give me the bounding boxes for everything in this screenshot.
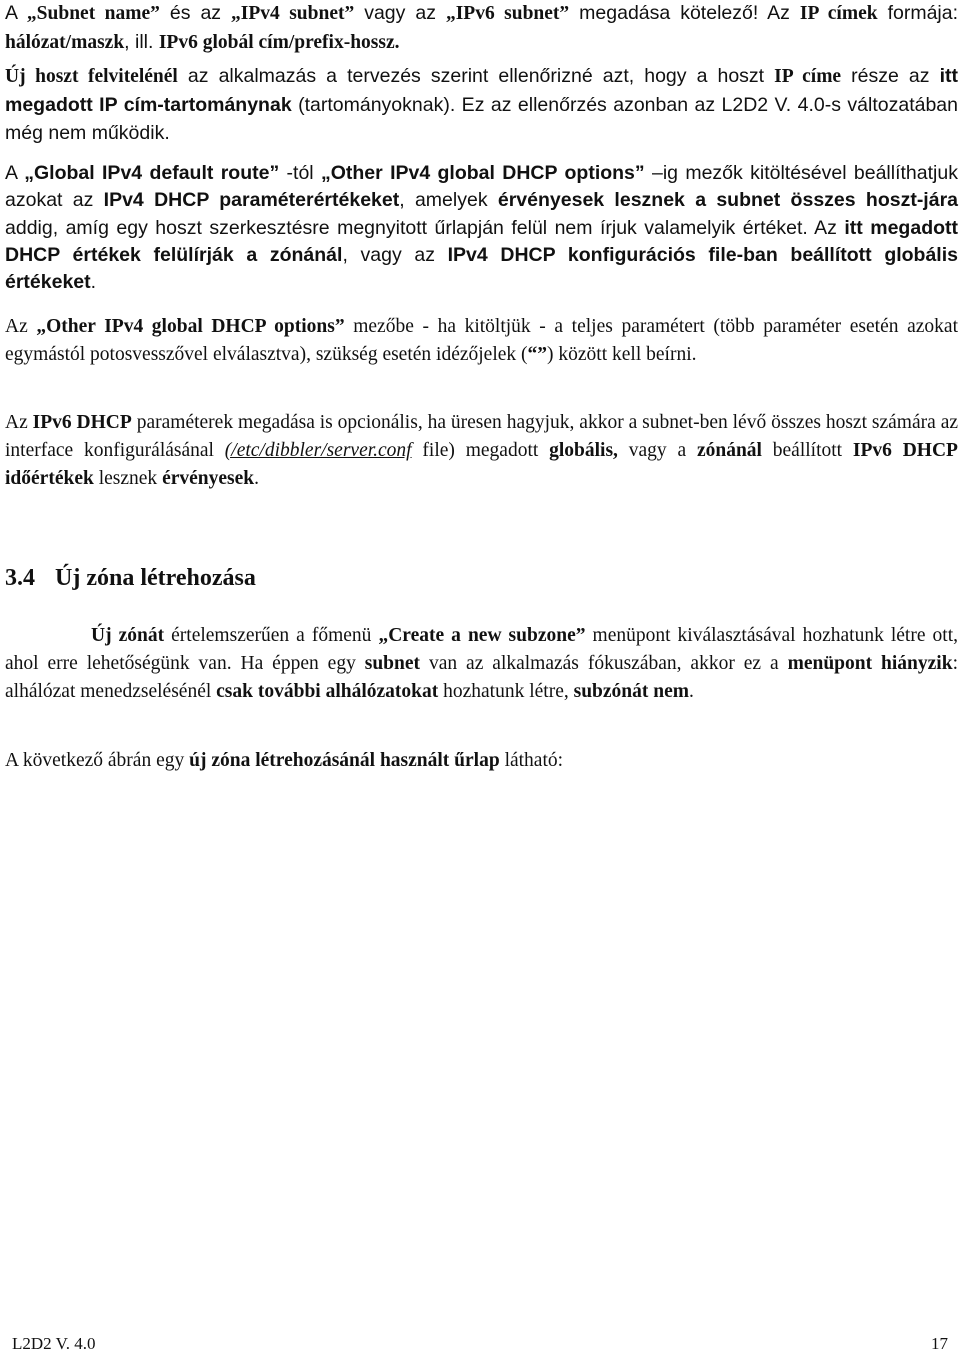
text-run: : alhálózat menedzselésénél (5, 653, 958, 702)
text-run: addig, amíg egy hoszt szerkesztésre megnyitott űrlapján felül nem írjuk valamelyik értéket. Az (5, 216, 845, 239)
bold-ip-cime: IP címe (774, 66, 842, 87)
text-run: . (90, 271, 97, 294)
paragraph-required-fields (5, 0, 958, 57)
bold-subzonat-nem: subzónát nem (573, 681, 690, 702)
text-run: (tartományoknak). Ez az ellenőrzés azonban az L2D2 V. 4.0-s változatában még nem működik. (5, 94, 958, 144)
text-run: , amelyek (399, 189, 498, 212)
section-title: Új zóna létrehozása (55, 565, 256, 591)
bold-ipv6-timers: IPv6 DHCP időértékek (5, 440, 958, 489)
bold-ipv4-subnet: „IPv4 subnet” (231, 3, 355, 24)
bold-zonanal: zónánál (696, 440, 762, 461)
text-run: formája: (877, 2, 959, 24)
paragraph-new-host (5, 62, 958, 147)
bold-ipv6-dhcp: IPv6 DHCP (32, 412, 132, 433)
bold-uj-zonat: Új zónát (91, 625, 165, 646)
bold-menupont-hianyzik: menüpont hiányzik (787, 653, 953, 674)
text-run: vagy az (354, 2, 446, 24)
text-run: file) megadott (411, 440, 550, 461)
bold-ip-cimek: IP címek (799, 3, 878, 24)
text-run: hozhatunk létre, (438, 681, 574, 702)
bold-override-zone: itt megadott DHCP értékek felülírják a zónánál (5, 216, 959, 266)
text-run: -tól (279, 162, 321, 184)
bold-global-config: IPv4 DHCP konfigurációs file-ban beállított globális értékeket (5, 243, 958, 294)
footer-page-number: 17 (931, 1334, 948, 1353)
bold-valid-for-hosts: érvényesek lesznek a subnet összes hoszt-jára (497, 189, 959, 212)
section-number: 3.4 (5, 565, 35, 591)
footer-doc-version: L2D2 V. 4.0 (12, 1334, 96, 1353)
text-run: értelemszerűen a főmenü (164, 625, 379, 646)
bold-uj-hoszt: Új hoszt felvitelénél (5, 66, 178, 87)
text-run: van az alkalmazás fókuszában, akkor ez a (420, 653, 788, 674)
text-run: paraméterek megadása is opcionális, ha üresen hagyjuk, akkor a subnet-ben lévő összes hoszt számára az interface konfigurálásánal (5, 412, 958, 461)
paragraph-ipv4-dhcp (5, 160, 958, 296)
text-run: és az (159, 2, 232, 24)
bold-dhcp-params: IPv4 DHCP paraméterértékeket (103, 189, 400, 212)
italic-config-path: (/etc/dibbler/server.conf (224, 440, 412, 461)
text-run: lesznek (93, 468, 163, 489)
text-run: Az (5, 316, 37, 337)
text-run: , ill. (124, 31, 159, 53)
bold-global-default-route: „Global IPv4 default route” (24, 162, 280, 184)
paragraph-ipv6-dhcp (5, 409, 958, 493)
paragraph-figure-intro (5, 747, 958, 775)
bold-other-dhcp-options: „Other IPv4 global DHCP options” (320, 162, 645, 184)
text-run: A következő ábrán egy (5, 750, 190, 771)
text-run: . (254, 468, 259, 489)
text-run: , vagy az (342, 243, 448, 266)
text-run: mezőbe - ha kitöltjük - a teljes paramétert (több paraméter esetén azokat egymástól potosvesszővel elválasztva), szükség esetén idézőjelek ( (5, 316, 958, 365)
text-run: megadása kötelező! Az (569, 2, 800, 24)
bold-csak-alhalozat: csak további alhálózatokat (216, 681, 439, 702)
text-run: –ig mezők kitöltésével beállíthatjuk azokat az (5, 162, 958, 212)
text-run: A (5, 162, 25, 184)
bold-halozat-maszk: hálózat/maszk (5, 32, 125, 53)
text-run: az alkalmazás a tervezés szerint ellenőrizné azt, hogy a hoszt (177, 65, 775, 87)
bold-globalis: globális, (549, 440, 618, 461)
paragraph-new-zone (5, 622, 958, 706)
bold-ipv6-global: IPv6 globál cím/prefix-hossz. (158, 32, 400, 53)
text-run: menüpont kiválasztásával hozhatunk létre ott, ahol erre lehetőségünk van. Ha éppen egy (5, 625, 958, 674)
bold-subnet: subnet (364, 653, 421, 674)
bold-create-subzone: „Create a new subzone” (378, 625, 586, 646)
text-run: Az (5, 412, 33, 433)
bold-quotes: “” (527, 344, 548, 365)
bold-ervenyesek: érvényesek (162, 468, 255, 489)
text-run: ) között kell beírni. (547, 344, 697, 365)
bold-ipv6-subnet: „IPv6 subnet” (445, 3, 570, 24)
bold-other-dhcp-options: „Other IPv4 global DHCP options” (36, 316, 345, 337)
text-run: látható: (499, 750, 564, 771)
text-run: vagy a (617, 440, 697, 461)
section-heading (5, 561, 256, 595)
paragraph-other-options (5, 313, 958, 369)
bold-ip-range: itt megadott IP cím-tartománynak (5, 65, 958, 116)
bold-subnet-name: „Subnet name” (26, 3, 160, 24)
text-run: A (5, 2, 27, 24)
text-run: beállított (761, 440, 853, 461)
text-run: része az (841, 65, 940, 87)
bold-new-zone-form: új zóna létrehozásánál használt űrlap (189, 750, 500, 771)
text-run: . (689, 681, 694, 702)
